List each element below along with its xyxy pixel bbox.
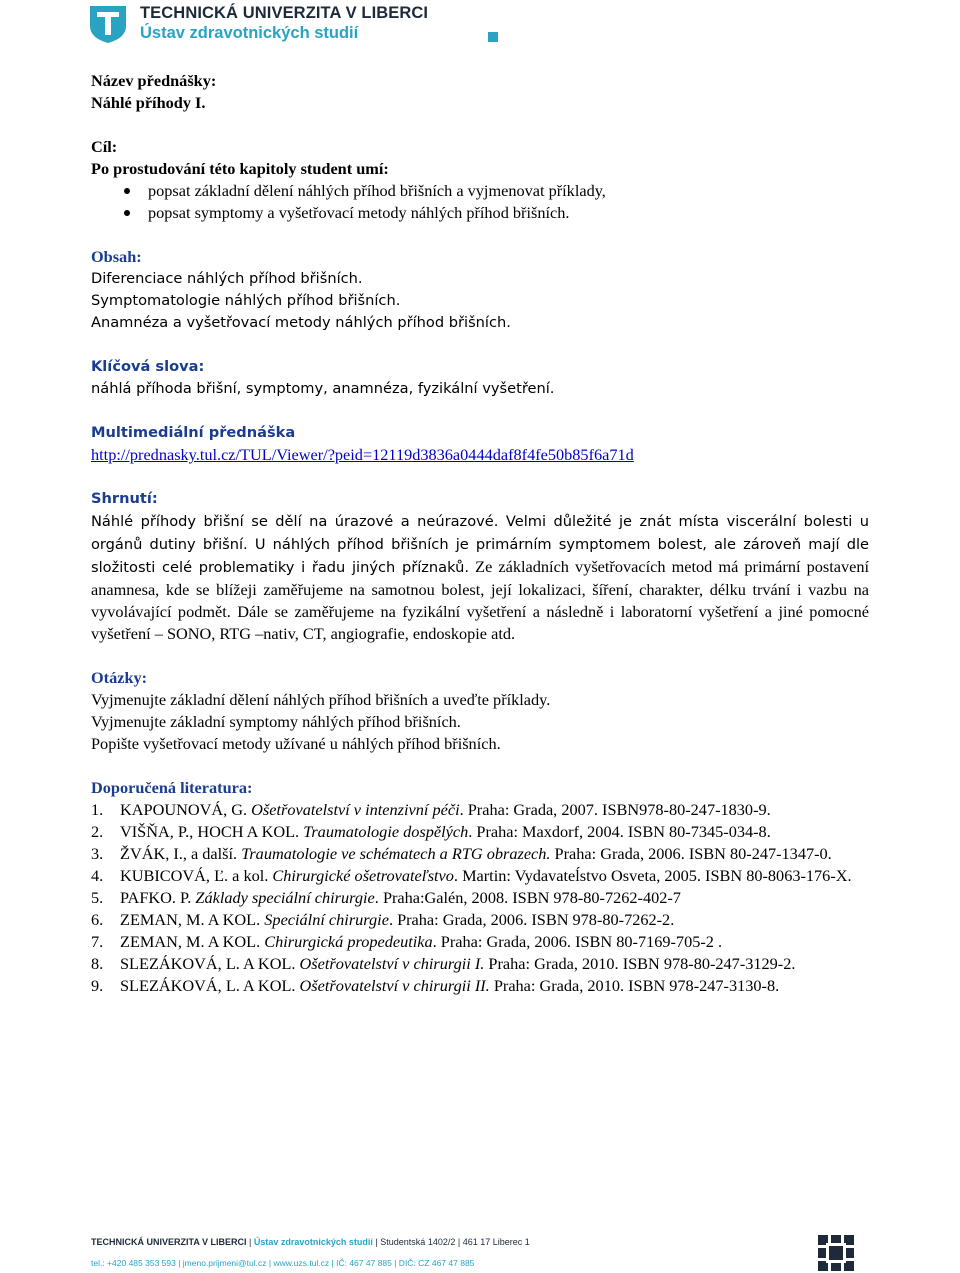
university-name: TECHNICKÁ UNIVERZITA V LIBERCI bbox=[140, 4, 429, 22]
literature-authors: ZEMAN, M. A KOL. bbox=[120, 932, 265, 951]
literature-number: 7. bbox=[91, 932, 104, 951]
multimedia-link[interactable]: http://prednasky.tul.cz/TUL/Viewer/?peid=12119d3836a0444daf8f4fe50b85f6a71d bbox=[91, 445, 634, 464]
literature-item bbox=[91, 821, 869, 843]
literature-authors: KAPOUNOVÁ, G. bbox=[120, 800, 252, 819]
document-body bbox=[91, 70, 869, 997]
page-header bbox=[88, 4, 429, 44]
literature-number: 6. bbox=[91, 910, 104, 929]
literature-details: . Praha: Maxdorf, 2004. ISBN 80-7345-034-8. bbox=[468, 822, 771, 841]
summary-sentence: U náhlých příhod břišních je primárním symptomem bolest, ale zároveň mají dle složitosti celé problematiky i řadu jiných příznaků. bbox=[91, 536, 869, 576]
question-item: Vyjmenujte základní dělení náhlých příhod břišních a uveďte příklady. bbox=[91, 690, 551, 709]
question-item: Vyjmenujte základní symptomy náhlých příhod břišních. bbox=[91, 712, 461, 731]
keywords-label: Klíčová slova: bbox=[91, 358, 205, 375]
literature-details: . Praha: Grada, 2006. ISBN 978-80-7262-2. bbox=[388, 910, 675, 929]
footer-institute: Ústav zdravotnických studií bbox=[253, 1237, 373, 1247]
literature-item bbox=[91, 953, 869, 975]
goal-intro: Po prostudování této kapitoly student umí: bbox=[91, 159, 389, 178]
summary-text bbox=[91, 510, 869, 645]
multimedia-section bbox=[91, 422, 869, 466]
literature-authors: ŽVÁK, I., a další. bbox=[120, 844, 242, 863]
summary-sentence: Náhlé příhody břišní se dělí na úrazové a neúrazové. Velmi důležité je znát místa viscerální bolesti u orgánů dutiny břišní. bbox=[91, 513, 869, 553]
page-footer bbox=[91, 1237, 871, 1273]
literature-item bbox=[91, 843, 869, 865]
institute-name: Ústav zdravotnických studií bbox=[140, 24, 359, 42]
brand-square-icon bbox=[488, 32, 498, 42]
literature-authors: ZEMAN, M. A KOL. bbox=[120, 910, 265, 929]
footer-street: Studentská 1402/2 bbox=[380, 1237, 456, 1247]
literature-details: Praha: Grada, 2006. ISBN 80-247-1347-0. bbox=[550, 844, 832, 863]
literature-title: Ošetřovatelství v chirurgii II. bbox=[299, 976, 490, 995]
goal-list bbox=[91, 180, 869, 224]
literature-title: Ošetřovatelství v chirurgii I. bbox=[299, 954, 485, 973]
literature-item bbox=[91, 931, 869, 953]
contents-item: Symptomatologie náhlých příhod břišních. bbox=[91, 292, 401, 309]
goal-item: popsat symptomy a vyšetřovací metody náhlých příhod břišních. bbox=[91, 202, 869, 224]
literature-title: Traumatologie ve schématech a RTG obrazech. bbox=[241, 844, 551, 863]
university-logo-icon bbox=[88, 4, 128, 44]
lecture-name: Náhlé příhody I. bbox=[91, 93, 206, 112]
literature-number: 3. bbox=[91, 844, 104, 863]
keywords-text: náhlá příhoda břišní, symptomy, anamnéza, fyzikální vyšetření. bbox=[91, 380, 555, 397]
contents-item: Diferenciace náhlých příhod břišních. bbox=[91, 270, 363, 287]
literature-authors: SLEZÁKOVÁ, L. A KOL. bbox=[120, 954, 300, 973]
literature-title: Traumatologie dospělých bbox=[303, 822, 469, 841]
literature-title: Chirurgická propedeutika bbox=[264, 932, 433, 951]
footer-contacts: tel.: +420 485 353 593 | jmeno.prijmeni@tul.cz | www.uzs.tul.cz | IČ: 467 47 885 | DIČ: CZ 467 47 885 bbox=[91, 1258, 475, 1268]
literature-details: Praha: Grada, 2010. ISBN 978-80-247-3129-2. bbox=[484, 954, 796, 973]
goal-item: popsat základní dělení náhlých příhod břišních a vyjmenovat příklady, bbox=[91, 180, 869, 202]
grid-logo-icon bbox=[818, 1235, 854, 1271]
summary-label: Shrnutí: bbox=[91, 490, 158, 507]
literature-section bbox=[91, 777, 869, 997]
question-item: Popište vyšetřovací metody užívané u náhlých příhod břišních. bbox=[91, 734, 501, 753]
keywords-section bbox=[91, 356, 869, 400]
literature-details: . Praha: Grada, 2006. ISBN 80-7169-705-2 . bbox=[432, 932, 723, 951]
literature-title: Chirurgické ošetrovateľstvo bbox=[272, 866, 454, 885]
goal-label: Cíl: bbox=[91, 137, 118, 156]
literature-item bbox=[91, 865, 869, 887]
literature-number: 9. bbox=[91, 976, 104, 995]
literature-authors: KUBICOVÁ, Ľ. a kol. bbox=[120, 866, 273, 885]
goal-section bbox=[91, 136, 869, 224]
literature-title: Základy speciální chirurgie bbox=[195, 888, 375, 907]
literature-number: 1. bbox=[91, 800, 104, 819]
lecture-title-section bbox=[91, 70, 869, 114]
summary-section bbox=[91, 488, 869, 645]
questions-label: Otázky: bbox=[91, 668, 148, 687]
literature-title: Speciální chirurgie bbox=[264, 910, 389, 929]
questions-section bbox=[91, 667, 869, 755]
literature-number: 2. bbox=[91, 822, 104, 841]
footer-university: TECHNICKÁ UNIVERZITA V LIBERCI bbox=[91, 1237, 247, 1247]
literature-details: . Praha:Galén, 2008. ISBN 978-80-7262-402-7 bbox=[374, 888, 681, 907]
summary-sentence: Ze základních vyšetřovacích metod má primární postavení anamnesa, kde se blížeji zaměřujeme na samotnou bolest, její lokalizaci, šíření, charakter, délku trvání i vazbu na vyvolávající podmět. Dále se zaměřujeme na fyzikální vyšetření a následně i laboratorní vyšetření a jiné pomocné vyšetření – SONO, RTG –nativ, CT, angiografie, endoskopie atd. bbox=[91, 557, 869, 643]
contents-label: Obsah: bbox=[91, 247, 142, 266]
footer-city: 461 17 Liberec 1 bbox=[462, 1237, 530, 1247]
literature-number: 5. bbox=[91, 888, 104, 907]
literature-details: . Martin: Vydavateĺstvo Osveta, 2005. ISBN 80-8063-176-X. bbox=[453, 866, 852, 885]
literature-item bbox=[91, 909, 869, 931]
literature-details: . Praha: Grada, 2007. ISBN978-80-247-1830-9. bbox=[459, 800, 771, 819]
literature-label: Doporučená literatura: bbox=[91, 778, 253, 797]
literature-list bbox=[91, 799, 869, 997]
literature-number: 4. bbox=[91, 866, 104, 885]
literature-authors: SLEZÁKOVÁ, L. A KOL. bbox=[120, 976, 300, 995]
literature-item bbox=[91, 887, 869, 909]
footer-address: TECHNICKÁ UNIVERZITA V LIBERCI | Ústav zdravotnických studií | Studentská 1402/2 | 461 17 Liberec 1 bbox=[91, 1237, 530, 1247]
literature-item bbox=[91, 975, 869, 997]
lecture-name-label: Název přednášky: bbox=[91, 71, 217, 90]
literature-number: 8. bbox=[91, 954, 104, 973]
contents-item: Anamnéza a vyšetřovací metody náhlých příhod břišních. bbox=[91, 314, 511, 331]
multimedia-label: Multimediální přednáška bbox=[91, 424, 296, 441]
literature-details: Praha: Grada, 2010. ISBN 978-247-3130-8. bbox=[489, 976, 780, 995]
contents-section bbox=[91, 246, 869, 334]
literature-title: Ošetřovatelství v intenzivní péči bbox=[251, 800, 460, 819]
literature-authors: PAFKO. P. bbox=[120, 888, 196, 907]
literature-item bbox=[91, 799, 869, 821]
literature-authors: VIŠŇA, P., HOCH A KOL. bbox=[120, 822, 304, 841]
